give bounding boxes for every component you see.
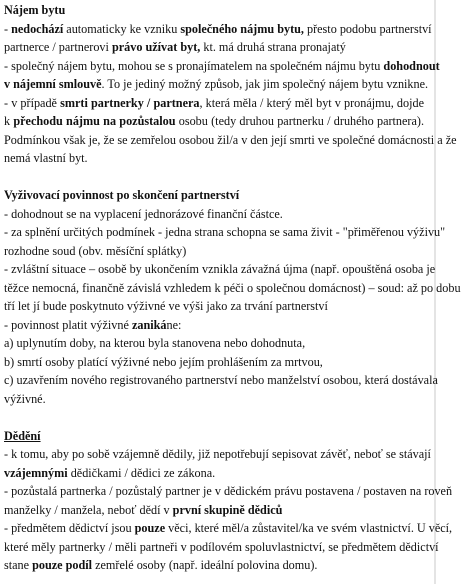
text-run: - společný nájem bytu, mohou se s pronajímatelem na společném nájmu bytu (4, 58, 384, 73)
text-run: partnerce / partnerovi (4, 40, 112, 54)
bold-text: Vyživovací povinnost po skončení partnerství (4, 188, 240, 202)
text-run: - zvláštní situace – osobě by ukončením vznikla závažná újma (např. opouštěná osoba je (4, 262, 436, 276)
text-line (4, 389, 424, 409)
text-run: těžce nemocná, finančně závislá vzhledem k péči o společnou domácnost) – soud: až po dobu (4, 280, 461, 295)
text-line (4, 518, 453, 538)
text-run: - (4, 21, 12, 36)
text-run: tří let jí bude poskytnuto výživné ve výši jako za trvání partnerství (4, 299, 328, 313)
text-run: - za splnění určitých podmínek - jedna strana schopna se sama živit - "přiměřenou výživu" (4, 225, 446, 239)
text-run: a) uplynutím doby, na kterou byla stanovena nebo dohodnuta, (4, 336, 306, 350)
bold-text: Dědění (4, 428, 41, 443)
text-line (4, 204, 424, 224)
text-run: - předmětem dědictví jsou (4, 521, 135, 535)
bold-text: společného nájmu bytu, (180, 21, 304, 36)
text-run: rozhodne soud (obv. měsíční splátky) (4, 243, 187, 258)
bold-text: pouze podíl (32, 558, 93, 572)
bold-text: první skupině dědiců (172, 502, 283, 517)
text-run: které měly partnerky / měli partneři v podílovém spoluvlastnictví, se předmětem dědictví (4, 539, 439, 554)
bold-text: právo užívat byt, (111, 40, 201, 54)
text-run: - k tomu, aby po sobě vzájemně dědily, již nepotřebují sepisovat závěť, neboť se stávají (4, 447, 431, 461)
text-run: - dohodnout se na vyplacení jednorázové finanční částce. (4, 206, 283, 221)
text-line (4, 222, 446, 242)
text-line (4, 185, 424, 205)
text-line (4, 111, 424, 131)
bold-text: Nájem bytu (4, 3, 66, 17)
text-run: stane (4, 558, 33, 572)
text-run: - pozůstalá partnerka / pozůstalý partner je v dědickém právu postavena / postaven na roveň (4, 484, 453, 498)
text-line (4, 463, 424, 483)
text-run: ne: (166, 317, 182, 332)
text-line (4, 296, 424, 316)
text-run: osobu (tedy druhou partnerku / druhého partnera). (175, 114, 425, 128)
bold-text: přechodu nájmu na pozůstalou (13, 114, 176, 128)
text-run: nemá vlastní byt. (4, 151, 88, 165)
text-run: zemřelé osoby (např. ideální polovina domu). (92, 558, 318, 572)
text-run: . To je jediný možný způsob, jak jim společný nájem bytu vznikne. (101, 77, 429, 91)
bold-text: v nájemní smlouvě (4, 77, 102, 91)
text-line (4, 0, 424, 20)
text-line (4, 537, 439, 557)
text-line (4, 278, 461, 298)
text-line (4, 481, 453, 501)
bold-text: pouze (134, 521, 166, 535)
text-line (4, 333, 424, 353)
text-line (4, 259, 436, 279)
text-run: - v případě (4, 95, 61, 110)
text-line (4, 74, 429, 94)
text-line (4, 444, 431, 464)
text-run: výživné. (4, 391, 46, 406)
text-line (4, 19, 432, 39)
bold-text: dohodnout (383, 58, 440, 73)
text-line (4, 241, 424, 261)
bold-text: zaniká (131, 317, 167, 332)
text-run: Podmínkou však je, že se zemřelou osobou žil/a v den její smrti ve společné domácnosti a že (4, 132, 457, 147)
text-run: k (4, 114, 14, 128)
text-line (4, 130, 457, 150)
text-run: - povinnost platit výživné (4, 317, 132, 332)
bold-text: nedochází (11, 21, 64, 36)
text-line (4, 500, 424, 520)
text-line (4, 352, 424, 372)
text-run: manželky / manžela, neboť dědí v (4, 502, 173, 517)
text-line (4, 37, 424, 57)
text-line (4, 426, 424, 446)
text-line (4, 555, 424, 575)
text-run: , která měla / který měl byt v pronájmu, dojde (199, 95, 425, 110)
bold-text: vzájemnými (4, 465, 68, 480)
bold-text: smrti partnerky / partnera (60, 95, 200, 110)
text-line (4, 148, 424, 168)
text-run: automaticky ke vzniku (63, 21, 181, 36)
text-line (4, 315, 424, 335)
text-run: kt. má druhá strana pronajatý (200, 40, 346, 54)
text-line (4, 370, 438, 390)
text-run: dědičkami / dědici ze zákona. (67, 465, 216, 480)
text-run: věci, které měl/a zůstavitel/ka ve svém vlastnictví. U věcí, (165, 521, 453, 535)
text-line (4, 56, 440, 76)
text-run: přesto podobu partnerství (303, 21, 432, 36)
text-line (4, 93, 424, 113)
text-run: c) uzavřením nového registrovaného partnerství nebo manželství osobou, která dostávala (4, 373, 438, 387)
text-run: b) smrtí osoby platící výživné nebo jejím prohlášením za mrtvou, (4, 354, 323, 369)
